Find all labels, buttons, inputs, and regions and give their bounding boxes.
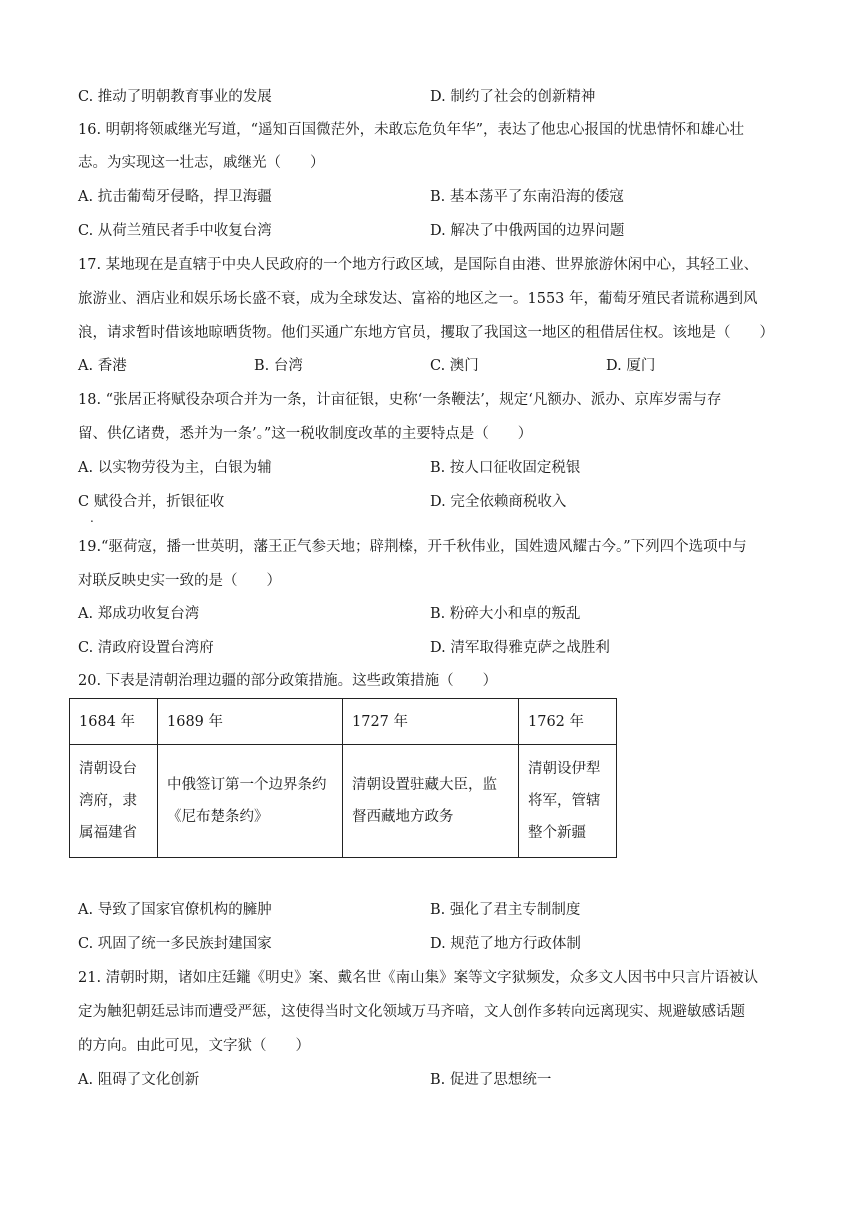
q21-option-a[interactable]: A. 阻碍了文化创新 <box>78 1072 200 1088</box>
policy-table-header-row <box>70 699 617 745</box>
policy-table-header-cell: 1689 年 <box>158 699 343 745</box>
q19-stem-line2: 对联反映史实一致的是（ ） <box>78 573 281 589</box>
q15-option-d[interactable]: D. 制约了社会的创新精神 <box>430 89 596 105</box>
q15-option-c[interactable]: C. 推动了明朝教育事业的发展 <box>78 89 272 105</box>
q17-option-d[interactable]: D. 厦门 <box>606 358 656 374</box>
q20-option-c[interactable]: C. 巩固了统一多民族封建国家 <box>78 936 272 952</box>
policy-table-header-cell: 1762 年 <box>519 699 617 745</box>
q18-option-a[interactable]: A. 以实物劳役为主，白银为辅 <box>78 460 272 476</box>
q16-option-d[interactable]: D. 解决了中俄两国的边界问题 <box>430 223 625 239</box>
policy-table-cell: 清朝设置驻藏大臣，监督西藏地方政务 <box>343 745 519 858</box>
q20-option-d[interactable]: D. 规范了地方行政体制 <box>430 936 581 952</box>
q17-stem-line3: 浪，请求暂时借该地晾晒货物。他们买通广东地方官员，攫取了我国这一地区的租借居住权。该地是（ ） <box>78 325 774 341</box>
q19-option-d[interactable]: D. 清军取得雅克萨之战胜利 <box>430 640 610 656</box>
q18-stem-line2: 留、供亿诸费，悉并为一条’。”这一税收制度改革的主要特点是（ ） <box>78 426 533 442</box>
policy-table <box>69 698 617 858</box>
policy-table-cell: 清朝设台湾府，隶属福建省 <box>70 745 158 858</box>
q16-stem-line1: 16. 明朝将领戚继光写道，“遥知百国微茫外，未敢忘危负年华”，表达了他忠心报国的忧患情怀和雄心壮 <box>78 122 744 138</box>
q17-option-b[interactable]: B. 台湾 <box>254 358 303 374</box>
policy-table-row <box>70 745 617 858</box>
policy-table-cell: 清朝设伊犁将军，管辖整个新疆 <box>519 745 617 858</box>
q21-stem-line1: 21. 清朝时期，诸如庄廷鑨《明史》案、戴名世《南山集》案等文字狱频发，众多文人因书中只言片语被认 <box>78 970 759 986</box>
q17-stem-line2: 旅游业、酒店业和娱乐场长盛不衰，成为全球发达、富裕的地区之一。1553 年，葡萄牙殖民者谎称遇到风 <box>78 291 758 307</box>
q16-stem-line2: 志。为实现这一壮志，戚继光（ ） <box>78 155 325 171</box>
q20-option-a[interactable]: A. 导致了国家官僚机构的臃肿 <box>78 902 272 918</box>
q16-option-a[interactable]: A. 抗击葡萄牙侵略，捍卫海疆 <box>78 189 272 205</box>
q18-option-c[interactable]: C 赋役合并，折银征收 <box>78 494 225 510</box>
policy-table-header-cell: 1684 年 <box>70 699 158 745</box>
q21-stem-line3: 的方向。由此可见，文字狱（ ） <box>78 1038 310 1054</box>
q18-option-d[interactable]: D. 完全依赖商税收入 <box>430 494 567 510</box>
q19-option-a[interactable]: A. 郑成功收复台湾 <box>78 606 200 622</box>
q20-option-b[interactable]: B. 强化了君主专制制度 <box>430 902 581 918</box>
q19-option-b[interactable]: B. 粉碎大小和卓的叛乱 <box>430 606 581 622</box>
q21-option-b[interactable]: B. 促进了思想统一 <box>430 1072 552 1088</box>
q18-option-c-dot: . <box>90 511 94 525</box>
q17-stem-line1: 17. 某地现在是直辖于中央人民政府的一个地方行政区域，是国际自由港、世界旅游休闲中心，其轻工业、 <box>78 257 759 273</box>
q19-option-c[interactable]: C. 清政府设置台湾府 <box>78 640 214 656</box>
q18-stem-line1: 18. “张居正将赋役杂项合并为一条，计亩征银，史称‘一条鞭法’，规定‘凡额办、派办、京库岁需与存 <box>78 392 722 408</box>
q19-stem-line1: 19.“驱荷寇，播一世英明，藩王正气参天地；辟荆榛，开千秋伟业，国姓遗风耀古今。”下列四个选项中与 <box>78 539 747 555</box>
q16-option-c[interactable]: C. 从荷兰殖民者手中收复台湾 <box>78 223 272 239</box>
q16-option-b[interactable]: B. 基本荡平了东南沿海的倭寇 <box>430 189 624 205</box>
q17-option-c[interactable]: C. 澳门 <box>430 358 479 374</box>
policy-table-header-cell: 1727 年 <box>343 699 519 745</box>
q18-option-b[interactable]: B. 按人口征收固定税银 <box>430 460 581 476</box>
q21-stem-line2: 定为触犯朝廷忌讳而遭受严惩，这使得当时文化领域万马齐喑，文人创作多转向远离现实、规避敏感话题 <box>78 1004 745 1020</box>
q17-option-a[interactable]: A. 香港 <box>78 358 127 374</box>
policy-table-cell: 中俄签订第一个边界条约《尼布楚条约》 <box>158 745 343 858</box>
q20-stem: 20. 下表是清朝治理边疆的部分政策措施。这些政策措施（ ） <box>78 673 498 689</box>
